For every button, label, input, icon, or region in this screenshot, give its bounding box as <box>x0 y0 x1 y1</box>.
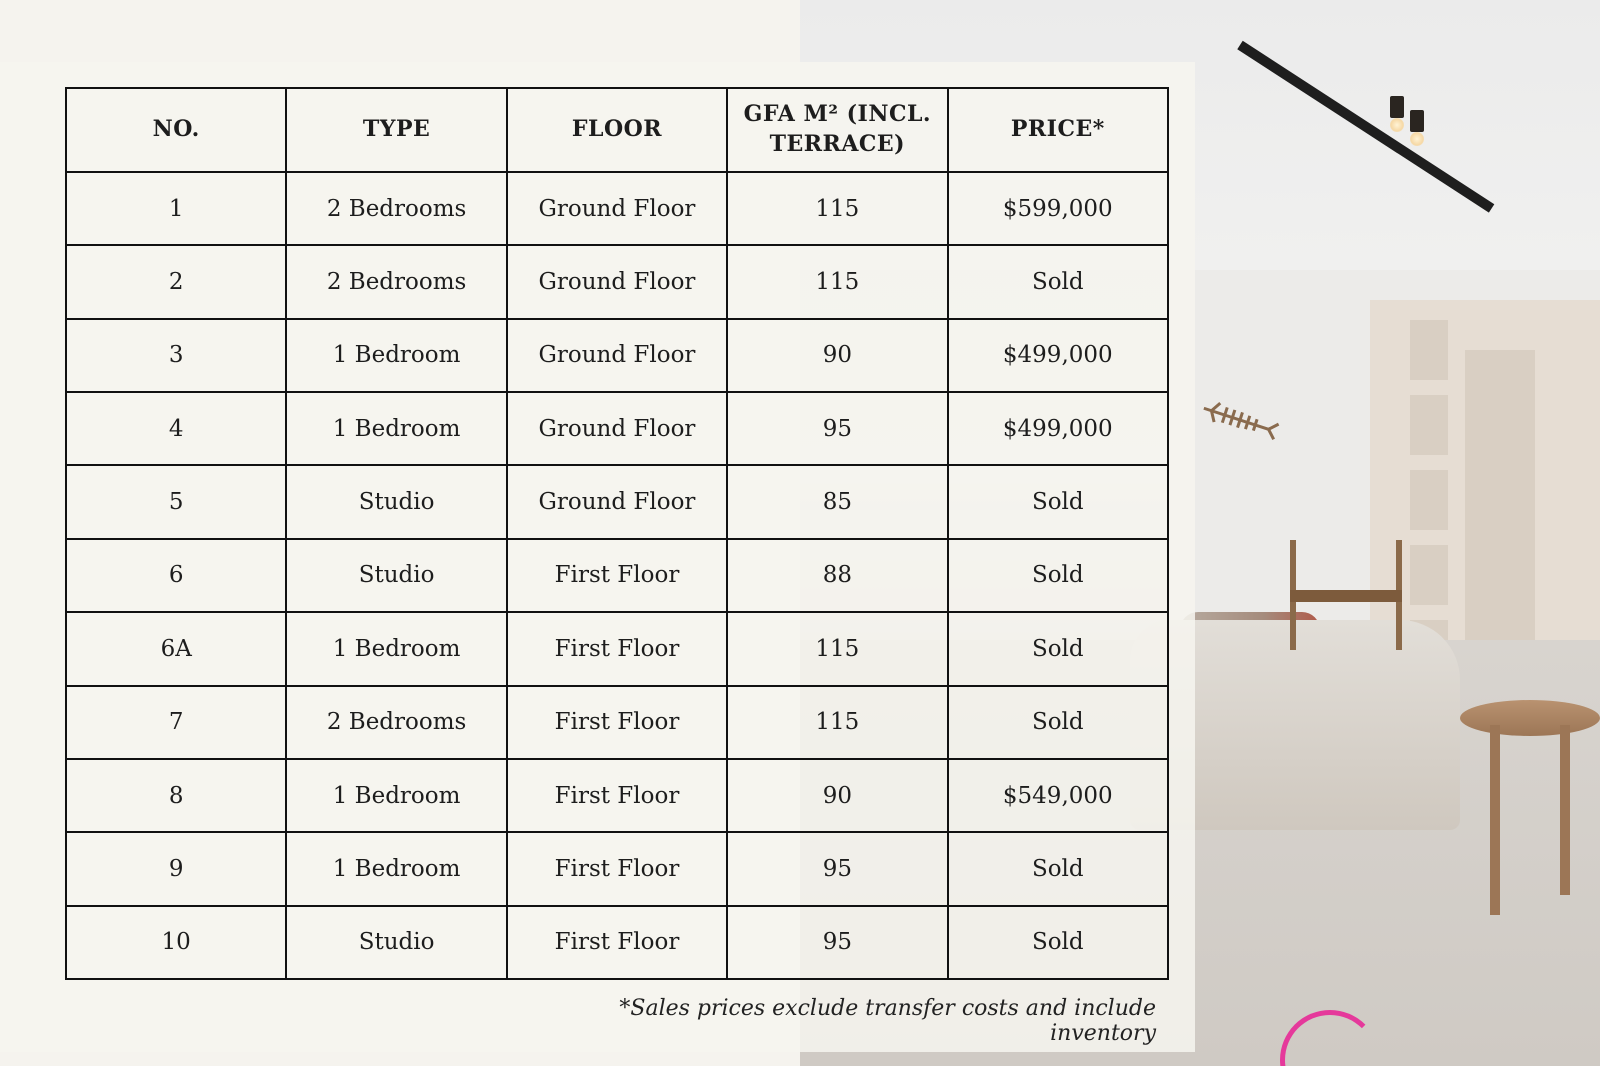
table-row <box>66 759 1168 832</box>
cell-type: 2 Bedrooms <box>286 172 506 245</box>
cell-price: $549,000 <box>948 759 1168 832</box>
cell-no: 6 <box>66 539 286 612</box>
cell-gfa: 95 <box>727 392 947 465</box>
cell-price: Sold <box>948 465 1168 538</box>
cell-price: $499,000 <box>948 319 1168 392</box>
units-table <box>65 87 1169 980</box>
cell-gfa: 88 <box>727 539 947 612</box>
cell-no: 5 <box>66 465 286 538</box>
cell-gfa: 115 <box>727 172 947 245</box>
cell-price: Sold <box>948 906 1168 979</box>
cell-no: 6A <box>66 612 286 685</box>
table-row <box>66 612 1168 685</box>
table-row <box>66 245 1168 318</box>
cell-no: 4 <box>66 392 286 465</box>
header-price: PRICE* <box>948 88 1168 172</box>
table-row <box>66 686 1168 759</box>
spotlight <box>1410 110 1424 132</box>
cell-type: Studio <box>286 465 506 538</box>
cell-floor: First Floor <box>507 612 727 685</box>
cell-no: 3 <box>66 319 286 392</box>
cell-no: 10 <box>66 906 286 979</box>
cell-floor: Ground Floor <box>507 319 727 392</box>
cell-no: 9 <box>66 832 286 905</box>
spotlight-glow <box>1410 132 1424 146</box>
cell-price: Sold <box>948 245 1168 318</box>
cell-floor: First Floor <box>507 759 727 832</box>
cell-floor: First Floor <box>507 686 727 759</box>
cell-gfa: 95 <box>727 906 947 979</box>
cell-price: Sold <box>948 539 1168 612</box>
table-row <box>66 465 1168 538</box>
cell-gfa: 115 <box>727 686 947 759</box>
wooden-stool <box>1460 700 1600 736</box>
cell-gfa: 115 <box>727 245 947 318</box>
header-gfa: GFA M² (INCL. TERRACE) <box>727 88 947 172</box>
price-footnote: *Sales prices exclude transfer costs and include inventory <box>619 996 1156 1046</box>
cell-type: 1 Bedroom <box>286 392 506 465</box>
cell-floor: First Floor <box>507 906 727 979</box>
cell-type: 2 Bedrooms <box>286 245 506 318</box>
cell-type: 2 Bedrooms <box>286 686 506 759</box>
cell-gfa: 90 <box>727 759 947 832</box>
cell-price: Sold <box>948 832 1168 905</box>
cell-floor: First Floor <box>507 539 727 612</box>
cell-gfa: 115 <box>727 612 947 685</box>
cell-no: 8 <box>66 759 286 832</box>
header-type: TYPE <box>286 88 506 172</box>
table-row <box>66 906 1168 979</box>
cell-type: Studio <box>286 906 506 979</box>
table-row <box>66 172 1168 245</box>
cell-type: 1 Bedroom <box>286 759 506 832</box>
cell-no: 7 <box>66 686 286 759</box>
table-row <box>66 319 1168 392</box>
chair-seat <box>1290 590 1402 602</box>
cell-type: 1 Bedroom <box>286 832 506 905</box>
cell-floor: First Floor <box>507 832 727 905</box>
stool-leg <box>1560 725 1570 895</box>
cell-floor: Ground Floor <box>507 245 727 318</box>
cell-price: Sold <box>948 686 1168 759</box>
cell-price: Sold <box>948 612 1168 685</box>
stool-leg <box>1490 725 1500 915</box>
cell-gfa: 95 <box>727 832 947 905</box>
cell-floor: Ground Floor <box>507 465 727 538</box>
cell-price: $499,000 <box>948 392 1168 465</box>
table-header-row <box>66 88 1168 172</box>
header-no: NO. <box>66 88 286 172</box>
cell-no: 2 <box>66 245 286 318</box>
cell-type: Studio <box>286 539 506 612</box>
cell-type: 1 Bedroom <box>286 612 506 685</box>
cell-floor: Ground Floor <box>507 392 727 465</box>
cell-no: 1 <box>66 172 286 245</box>
cell-type: 1 Bedroom <box>286 319 506 392</box>
spotlight <box>1390 96 1404 118</box>
spotlight-glow <box>1390 118 1404 132</box>
table-row <box>66 539 1168 612</box>
table-row <box>66 832 1168 905</box>
cell-floor: Ground Floor <box>507 172 727 245</box>
header-floor: FLOOR <box>507 88 727 172</box>
table-row <box>66 392 1168 465</box>
cell-gfa: 85 <box>727 465 947 538</box>
cell-price: $599,000 <box>948 172 1168 245</box>
cell-gfa: 90 <box>727 319 947 392</box>
